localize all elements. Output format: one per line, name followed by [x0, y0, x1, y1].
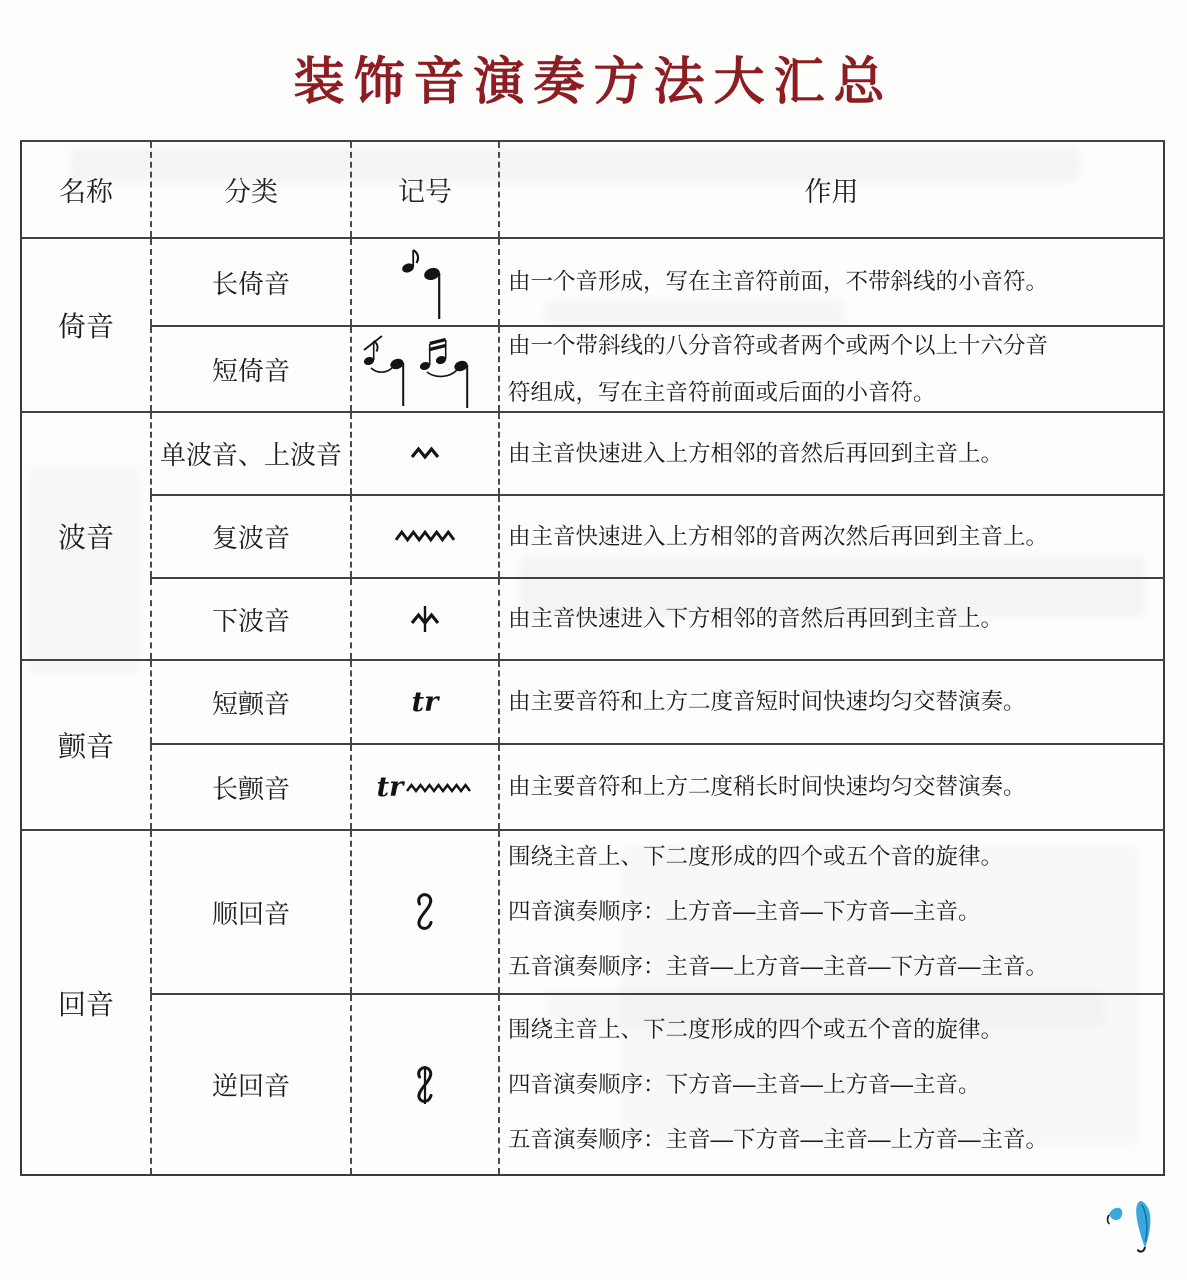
group-name-mordent: 波音	[21, 412, 151, 660]
effect-text: 由主要音符和上方二度稍长时间快速均匀交替演奏。	[508, 774, 1026, 799]
upper-mordent-icon	[410, 444, 440, 462]
symbol-cell	[351, 830, 499, 994]
symbol-cell	[351, 238, 499, 326]
category-label: 短颤音	[151, 660, 351, 744]
table-row	[21, 830, 1164, 994]
effect-cell	[499, 238, 1164, 326]
page-title: 装饰音演奏方法大汇总	[293, 52, 894, 112]
category-label: 逆回音	[151, 994, 351, 1175]
effect-text: 四音演奏顺序：下方音—主音—上方音—主音。	[508, 1071, 981, 1097]
header-category: 分类	[151, 141, 351, 238]
symbol-cell	[351, 744, 499, 830]
trill-tr-icon	[412, 687, 439, 718]
group-name-trill: 颤音	[21, 660, 151, 830]
category-label: 复波音	[151, 495, 351, 578]
effect-cell	[499, 744, 1164, 830]
effect-cell	[499, 578, 1164, 660]
effect-cell	[499, 994, 1164, 1175]
trill-tr-wavy-icon	[377, 772, 474, 803]
category-label: 长倚音	[151, 238, 351, 326]
ornament-table	[20, 140, 1165, 1176]
effect-text: 五音演奏顺序：主音—上方音—主音—下方音—主音。	[508, 954, 1049, 979]
effect-text: 由主音快速进入上方相邻的音两次然后再回到主音上。	[508, 523, 1049, 549]
effect-cell	[499, 495, 1164, 578]
symbol-cell	[351, 495, 499, 578]
effect-text: 围绕主音上、下二度形成的四个或五个音的旋律。	[508, 844, 1004, 869]
turn-icon	[414, 892, 436, 932]
effect-text: 五音演奏顺序：主音—下方音—主音—上方音—主音。	[508, 1126, 1049, 1152]
symbol-cell	[351, 326, 499, 412]
butterfly-decoration	[1095, 1198, 1165, 1258]
effect-text: 四音演奏顺序：上方音—主音—下方音—主音。	[508, 899, 981, 924]
grace-note-short-icon	[359, 328, 491, 410]
effect-cell	[499, 412, 1164, 495]
grace-note-long-icon	[396, 243, 454, 321]
effect-cell	[499, 326, 1164, 412]
inverted-turn-icon	[414, 1065, 436, 1105]
category-label: 下波音	[151, 578, 351, 660]
effect-text: 由主音快速进入上方相邻的音然后再回到主音上。	[508, 440, 1004, 466]
trill-wavy-line	[405, 780, 473, 794]
table-header-row	[21, 141, 1164, 238]
category-label: 长颤音	[151, 744, 351, 830]
symbol-cell	[351, 994, 499, 1175]
trill-tr-label: tr	[376, 771, 404, 803]
symbol-cell	[351, 660, 499, 744]
table-row	[21, 744, 1164, 830]
category-label: 单波音、上波音	[151, 412, 351, 495]
header-effect: 作用	[499, 141, 1164, 238]
effect-text: 由主音快速进入下方相邻的音然后再回到主音上。	[508, 606, 1004, 631]
symbol-cell	[351, 412, 499, 495]
table-row	[21, 495, 1164, 578]
header-symbol: 记号	[351, 141, 499, 238]
table-row	[21, 238, 1164, 326]
table-row	[21, 412, 1164, 495]
table-row	[21, 994, 1164, 1175]
header-name: 名称	[21, 141, 151, 238]
table-row	[21, 326, 1164, 412]
effect-text: 由一个带斜线的八分音符或者两个或两个以上十六分音	[508, 332, 1049, 358]
effect-text: 符组成，写在主音符前面或后面的小音符。	[508, 379, 936, 405]
lower-mordent-icon	[410, 602, 440, 636]
effect-cell	[499, 830, 1164, 994]
double-mordent-icon	[394, 527, 456, 545]
trill-tr-label: tr	[411, 686, 439, 718]
table-row	[21, 578, 1164, 660]
group-name-turn: 回音	[21, 830, 151, 1175]
group-name-appoggiatura: 倚音	[21, 238, 151, 412]
effect-text: 围绕主音上、下二度形成的四个或五个音的旋律。	[508, 1016, 1004, 1042]
effect-text: 由主要音符和上方二度音短时间快速均匀交替演奏。	[508, 689, 1026, 714]
category-label: 短倚音	[151, 326, 351, 412]
effect-text: 由一个音形成，写在主音符前面，不带斜线的小音符。	[508, 269, 1049, 294]
table-row	[21, 660, 1164, 744]
symbol-cell	[351, 578, 499, 660]
effect-cell	[499, 660, 1164, 744]
category-label: 顺回音	[151, 830, 351, 994]
